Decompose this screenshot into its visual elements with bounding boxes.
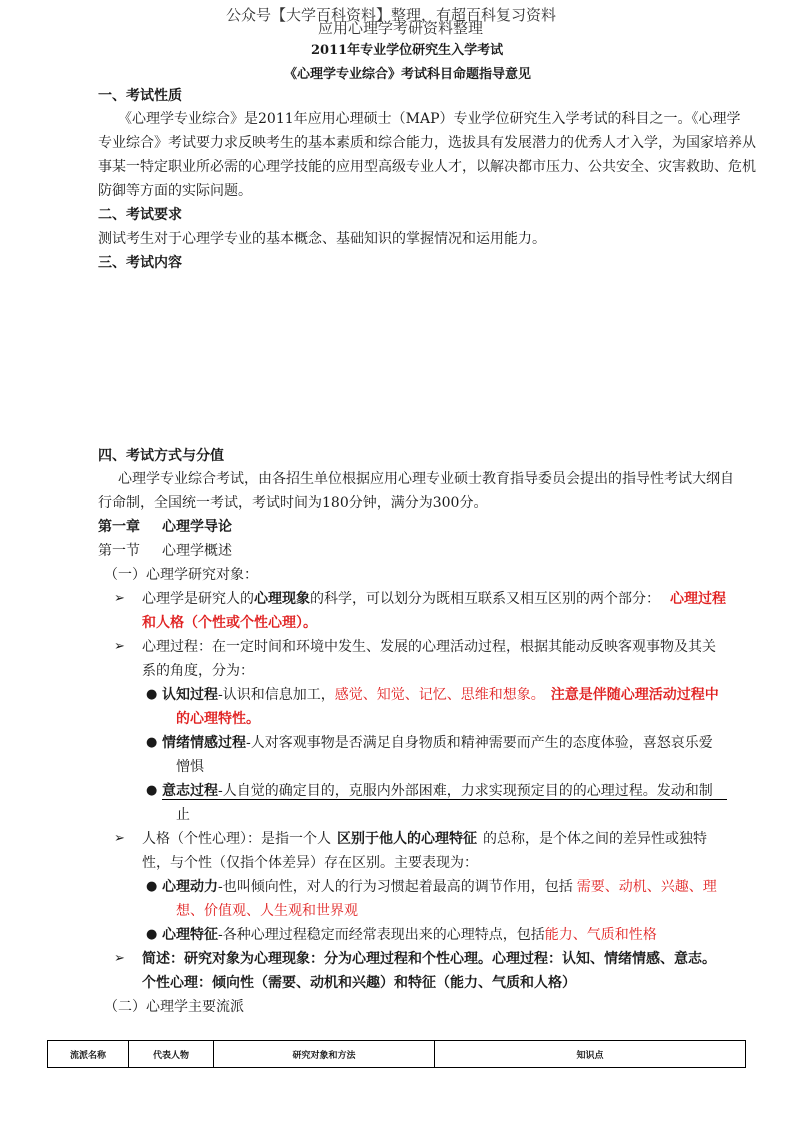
bullet-1-text-post: 的科学，可以划分为既相互联系又相互区别的两个部分： [310,591,660,607]
dot-5-line-1 [162,923,657,947]
bullet-1-line-1 [142,587,726,611]
bullet-1-red: 心理过程 [670,591,726,607]
section2-para: 测试考生对于心理学专业的基本概念、基础知识的掌握情况和运用能力。 [98,231,546,247]
dot-bullet-icon: ● [146,879,158,894]
dot-4-line-1 [162,875,717,899]
bullet-4-line-1: 简述：研究对象为心理现象：分为心理过程和个性心理。心理过程：认知、情绪情感、意志。 [142,951,716,967]
dot-3-text: -人自觉的确定目的，克服内外部困难，力求实现预定目的的心理过程。发动和制 [218,783,713,799]
dot-bullet-icon: ● [146,687,158,702]
dot-3-bold: 意志过程 [162,783,218,799]
section-number: 第一节 [98,543,140,559]
arrow-bullet-icon: ➢ [114,639,125,654]
dot-1-bold: 认知过程 [162,687,218,703]
bullet-1-line-2: 和人格（个性或个性心理）。 [142,615,317,631]
section-heading-1: 一、考试性质 [98,88,182,104]
chapter-number: 第一章 [98,519,140,535]
doc-title-line-2: 《心理学专业综合》考试科目命题指导意见 [284,67,532,82]
bullet-1-text: 心理学是研究人的 [142,591,254,607]
dot-2-line-2: 憎惧 [176,759,204,775]
bullet-1-bold: 心理现象 [254,591,310,607]
section-title: 心理学概述 [162,543,232,559]
table-header-cell: 知识点 [435,1041,746,1068]
watermark-line-1: 公众号【大学百科资料】整理，有超百科复习资料 [226,6,557,24]
section1-para-line-4: 防御等方面的实际问题。 [98,183,252,199]
doc-title-line-1: 2011年专业学位研究生入学考试 [311,43,504,58]
bullet-2-line-1: 心理过程：在一定时间和环境中发生、发展的心理活动过程，根据其能动反映客观事物及其关 [142,639,716,655]
subsection-number-2: （二） [104,999,146,1015]
dot-4-text: -也叫倾向性，对人的行为习惯起着最高的调节作用，包括 [218,879,573,895]
dot-3-line-2: 止 [176,807,190,823]
dot-4-line-2: 想、价值观、人生观和世界观 [176,903,358,919]
dot-bullet-icon: ● [146,783,158,798]
section1-para-line-3: 事某一特定职业所必需的心理学技能的应用型高级专业人才，以解决都市压力、公共安全、灾害救助、危机 [98,159,756,175]
section1-para-line-2: 专业综合》考试要力求反映考生的基本素质和综合能力，选拔具有发展潜力的优秀人才入学，为国家培养从 [98,135,756,151]
bullet-3-text: 人格（个性心理）：是指一个人 [142,831,331,847]
dot-5-bold: 心理特征 [162,927,218,943]
schools-table [47,1040,746,1068]
arrow-bullet-icon: ➢ [114,591,125,606]
section-heading-2: 二、考试要求 [98,207,182,223]
section4-para-line-1: 心理学专业综合考试，由各招生单位根据应用心理专业硕士教育指导委员会提出的指导性考试大纲自 [118,471,734,487]
dot-4-bold: 心理动力 [162,879,218,895]
section-heading-3: 三、考试内容 [98,255,182,271]
dot-bullet-icon: ● [146,735,158,750]
underline-divider [162,799,727,800]
table-header-cell: 代表人物 [129,1041,214,1068]
dot-4-red: 需要、动机、兴趣、理 [576,879,717,895]
section1-para-line-1: 《心理学专业综合》是2011年应用心理硕士（MAP）专业学位研究生入学考试的科目之一。《心理学 [118,111,741,127]
dot-bullet-icon: ● [146,927,158,942]
section4-para-line-2: 行命制，全国统一考试，考试时间为180分钟，满分为300分。 [98,495,488,511]
chapter-title: 心理学导论 [162,519,232,535]
dot-5-text: -各种心理过程稳定而经常表现出来的心理特点，包括 [218,927,545,943]
dot-1-text: -认识和信息加工， [218,687,335,703]
dot-1-red: 感觉、知觉、记忆、思维和想象。 [334,687,545,703]
subsection-title-1: 心理学研究对象： [146,567,258,583]
dot-1-line-2: 的心理特性。 [176,711,260,727]
bullet-3-line-2: 性，与个性（仅指个体差异）存在区别。主要表现为： [142,855,478,871]
table-header-cell: 研究对象和方法 [214,1041,435,1068]
dot-2-line-1 [162,731,713,755]
bullet-3-line-1 [142,827,707,851]
dot-2-text: -人对客观事物是否满足自身物质和精神需要而产生的态度体验，喜怒哀乐爱 [246,735,713,751]
dot-2-bold: 情绪情感过程 [162,735,246,751]
bullet-4-line-2: 个性心理：倾向性（需要、动机和兴趣）和特征（能力、气质和人格） [142,975,576,991]
dot-5-red: 能力、气质和性格 [544,927,657,943]
section-heading-4: 四、考试方式与分值 [98,448,224,464]
subsection-number-1: （一） [104,567,146,583]
arrow-bullet-icon: ➢ [114,951,125,966]
subsection-title-2: 心理学主要流派 [146,999,244,1015]
dot-1-line-1 [162,683,719,707]
bullet-2-line-2: 系的角度，分为： [142,663,254,679]
table-header-cell: 流派名称 [48,1041,129,1068]
bullet-3-bold: 区别于他人的心理特征 [337,831,477,847]
watermark-line-2: 应用心理学考研资料整理 [318,19,484,37]
arrow-bullet-icon: ➢ [114,831,125,846]
dot-1-redbold: 注意是伴随心理活动过程中 [550,687,719,703]
table-header-row [48,1041,746,1068]
bullet-3-text-post: 的总称，是个体之间的差异性或独特 [483,831,707,847]
